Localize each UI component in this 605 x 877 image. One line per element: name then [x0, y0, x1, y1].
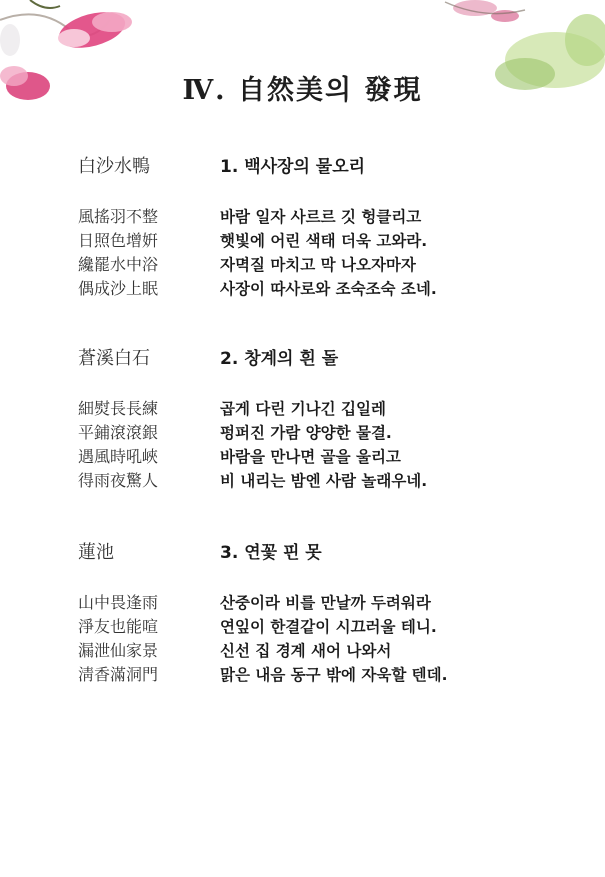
- poem-korean-title: 2. 창계의 흰 돌: [220, 349, 339, 369]
- korean-line: 신선 집 경계 새어 나와서: [220, 642, 392, 660]
- poem-line: [78, 662, 578, 686]
- page-title: Ⅳ. 自然美의 發現: [182, 75, 423, 106]
- korean-line: 바람 일자 사르르 깃 헝클리고: [220, 208, 422, 226]
- korean-line: 산중이라 비를 만날까 두려워라: [220, 594, 431, 612]
- korean-line: 펑퍼진 가람 양양한 물결.: [220, 424, 392, 442]
- korean-line: 비 내리는 밤엔 사람 놀래우네.: [220, 472, 428, 490]
- hanja-line: 偶成沙上眠: [78, 279, 159, 298]
- korean-line: 맑은 내음 동구 밖에 자욱할 텐데.: [220, 666, 448, 684]
- poem-hanja-title: 白沙水鴨: [78, 156, 150, 177]
- hanja-line: 風搖羽不整: [78, 207, 159, 226]
- hanja-line: 淸香滿洞門: [78, 665, 159, 684]
- poem-line: [78, 590, 578, 614]
- poem-line: [78, 276, 578, 300]
- hanja-line: 平鋪滾滾銀: [78, 423, 159, 442]
- poem-line: [78, 468, 578, 492]
- hanja-line: 漏泄仙家景: [78, 641, 159, 660]
- hanja-line: 日照色增姸: [78, 231, 159, 250]
- hanja-line: 得雨夜驚人: [78, 471, 159, 490]
- hanja-line: 山中畏逢雨: [78, 593, 159, 612]
- poem-korean-title: 3. 연꽃 핀 못: [220, 543, 322, 563]
- hanja-line: 遇風時吼峽: [78, 447, 159, 466]
- poem-line: [78, 204, 578, 228]
- poem-section-1: [78, 152, 578, 300]
- korean-line: 햇빛에 어린 색태 더욱 고와라.: [220, 232, 428, 250]
- poem-korean-title: 1. 백사장의 물오리: [220, 157, 366, 177]
- poem-section-2: [78, 344, 578, 492]
- poem-line: [78, 638, 578, 662]
- poem-heading: [78, 538, 578, 564]
- korean-line: 바람을 만나면 골을 울리고: [220, 448, 401, 466]
- poem-heading: [78, 152, 578, 178]
- poem-line: [78, 396, 578, 420]
- hanja-line: 纔罷水中浴: [78, 255, 159, 274]
- korean-line: 사장이 따사로와 조숙조숙 조네.: [220, 280, 437, 298]
- poem-line: [78, 614, 578, 638]
- korean-line: 곱게 다린 기나긴 깁일레: [220, 400, 386, 418]
- poem-line: [78, 444, 578, 468]
- poem-hanja-title: 蒼溪白石: [78, 348, 150, 369]
- hanja-line: 細熨長長練: [78, 399, 159, 418]
- poem-section-3: [78, 538, 578, 686]
- poem-hanja-title: 蓮池: [78, 542, 114, 563]
- korean-line: 자멱질 마치고 막 나오자마자: [220, 256, 416, 274]
- poem-line: [78, 228, 578, 252]
- korean-line: 연잎이 한결같이 시끄러울 테니.: [220, 618, 437, 636]
- poem-line: [78, 420, 578, 444]
- poem-line: [78, 252, 578, 276]
- hanja-line: 淨友也能喧: [78, 617, 159, 636]
- poem-heading: [78, 344, 578, 370]
